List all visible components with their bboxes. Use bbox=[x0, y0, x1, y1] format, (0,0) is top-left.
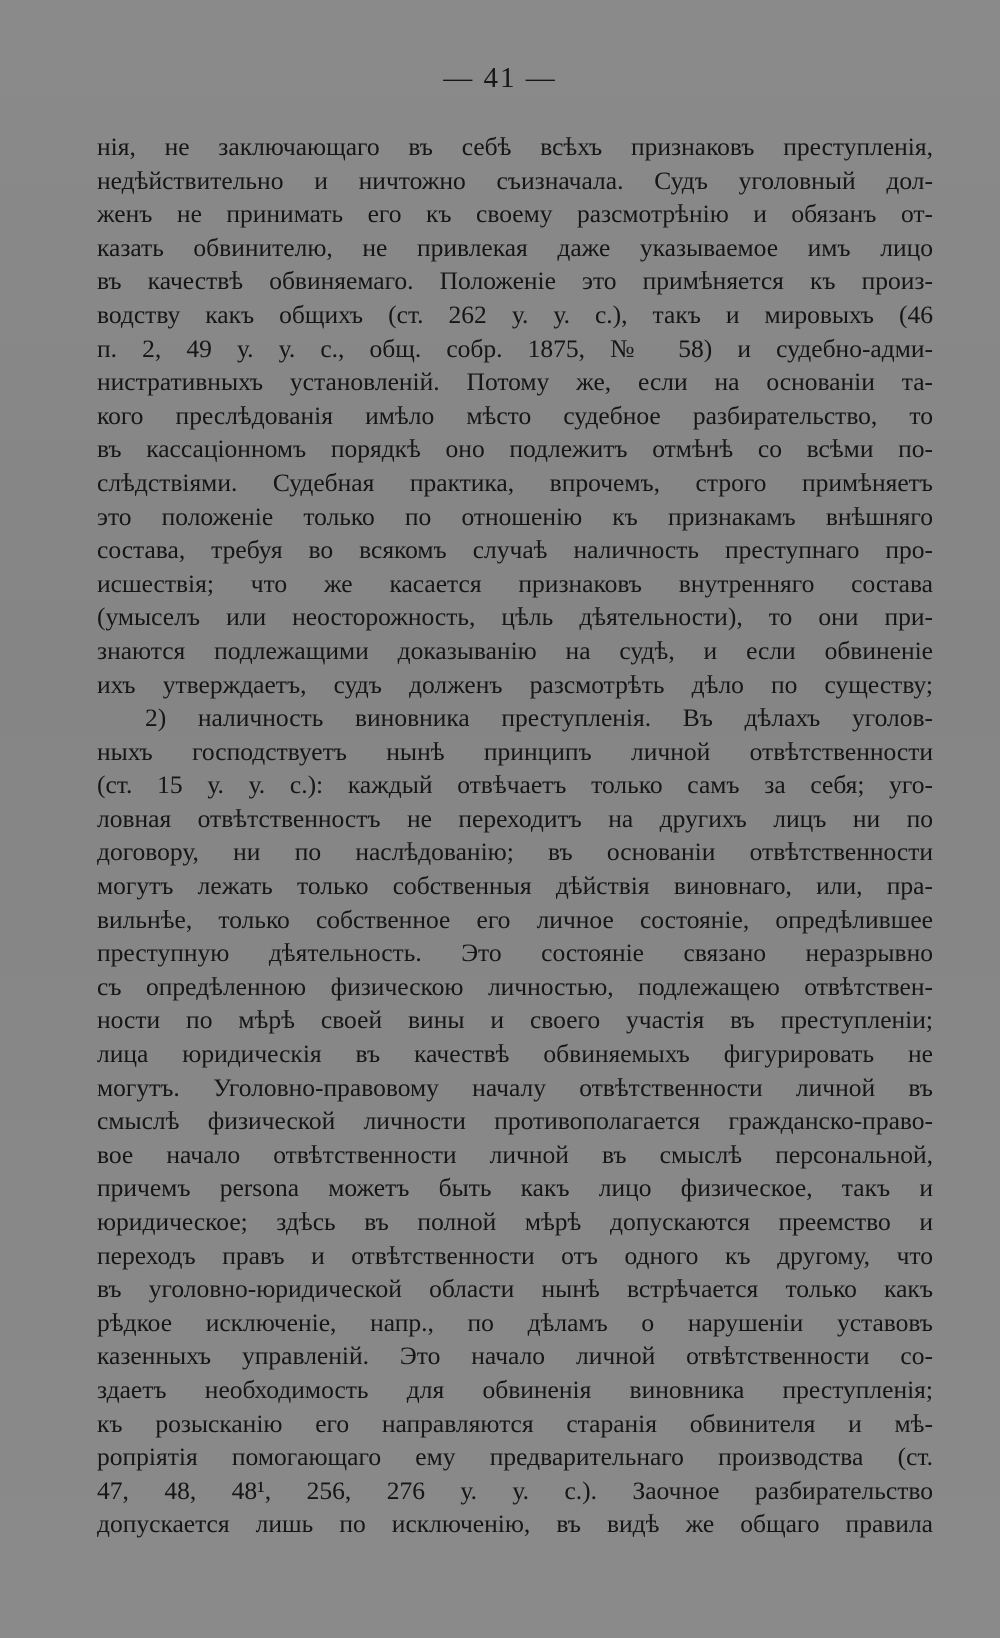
text-line: рѣдкое исключеніе, напр., по дѣламъ о нарушеніи уставовъ bbox=[97, 1307, 933, 1337]
text-line: къ розысканію его направляются старанія обвинителя и мѣ- bbox=[97, 1408, 933, 1438]
text-line: смыслѣ физической личности противополагается гражданско-право- bbox=[97, 1106, 933, 1136]
text-line: (умыселъ или неосторожность, цѣль дѣятельности), то они при- bbox=[97, 602, 933, 632]
text-line: знаются подлежащими доказыванію на судѣ, и если обвиненіе bbox=[97, 635, 933, 665]
text-line: 47, 48, 48¹, 256, 276 у. у. с.). Заочное разбирательство bbox=[97, 1475, 933, 1505]
text-line: ропріятія помогающаго ему предварительнаго производства (ст. bbox=[97, 1442, 933, 1472]
text-line: съ опредѣленною физическою личностью, подлежащею отвѣтствен- bbox=[97, 971, 933, 1001]
text-line: договору, ни по наслѣдованію; въ основаніи отвѣтственности bbox=[97, 837, 933, 867]
text-line: вое начало отвѣтственности личной въ смыслѣ персональной, bbox=[97, 1139, 933, 1169]
text-line: кого преслѣдованія имѣло мѣсто судебное разбирательство, то bbox=[97, 400, 933, 430]
text-line: женъ не принимать его къ своему разсмотрѣнію и обязанъ от- bbox=[97, 199, 933, 229]
text-line: могутъ лежать только собственныя дѣйствія виновнаго, или, пра- bbox=[97, 871, 933, 901]
text-line: преступную дѣятельность. Это состояніе связано неразрывно bbox=[97, 938, 933, 968]
text-line: нія, не заключающаго въ себѣ всѣхъ признаковъ преступленія, bbox=[97, 132, 933, 161]
text-line: юридическое; здѣсь въ полной мѣрѣ допускаются преемство и bbox=[97, 1207, 933, 1236]
text-line: недѣйствительно и ничтожно съизначала. Судъ уголовный дол- bbox=[97, 165, 933, 195]
text-line: (ст. 15 у. у. с.): каждый отвѣчаетъ только самъ за себя; уго- bbox=[97, 770, 933, 800]
body-text bbox=[97, 130, 933, 1541]
text-line: казенныхъ управленій. Это начало личной отвѣтственности со- bbox=[97, 1341, 933, 1371]
text-line: допускается лишь по исключенію, въ видѣ же общаго правила bbox=[97, 1509, 933, 1539]
text-line: въ уголовно-юридической области нынѣ встрѣчается только какъ bbox=[97, 1274, 933, 1304]
text-line: слѣдствіями. Судебная практика, впрочемъ, строго примѣняетъ bbox=[97, 467, 933, 497]
text-line: въ кассаціонномъ порядкѣ оно подлежитъ отмѣнѣ со всѣми по- bbox=[97, 434, 933, 464]
text-line: нистративныхъ установленій. Потому же, если на основаніи та- bbox=[97, 367, 933, 397]
text-line: въ качествѣ обвиняемаго. Положеніе это примѣняется къ произ- bbox=[97, 266, 933, 296]
text-line: ныхъ господствуетъ нынѣ принципъ личной отвѣтственности bbox=[97, 736, 933, 766]
text-line: могутъ. Уголовно-правовому началу отвѣтственности личной въ bbox=[97, 1072, 933, 1102]
text-line: это положеніе только по отношенію къ признакамъ внѣшняго bbox=[97, 501, 933, 531]
text-line: казать обвинителю, не привлекая даже указываемое имъ лицо bbox=[97, 232, 933, 262]
text-line: 2) наличность виновника преступленія. Въ дѣлахъ уголов- bbox=[145, 703, 933, 733]
text-line: п. 2, 49 у. у. с., общ. собр. 1875, № 58) и судебно-адми- bbox=[97, 333, 933, 363]
text-line: исшествія; что же касается признаковъ внутренняго состава bbox=[97, 568, 933, 598]
text-line: переходъ правъ и отвѣтственности отъ одного къ другому, что bbox=[97, 1240, 933, 1270]
page-number: — 41 — bbox=[443, 62, 557, 94]
text-line: причемъ persona можетъ быть какъ лицо физическое, такъ и bbox=[97, 1173, 933, 1203]
text-line: вильнѣе, только собственное его личное состояніе, опредѣлившее bbox=[97, 904, 933, 934]
text-line: здаетъ необходимость для обвиненія виновника преступленія; bbox=[97, 1374, 933, 1404]
text-line: ности по мѣрѣ своей вины и своего участія въ преступленіи; bbox=[97, 1005, 933, 1035]
text-line: лица юридическія въ качествѣ обвиняемыхъ фигурировать не bbox=[97, 1039, 933, 1069]
text-line: состава, требуя во всякомъ случаѣ наличность преступнаго про- bbox=[97, 535, 933, 565]
text-line: водству какъ общихъ (ст. 262 у. у. с.), такъ и мировыхъ (46 bbox=[97, 299, 933, 329]
text-line: ихъ утверждаетъ, судъ долженъ разсмотрѣть дѣло по существу; bbox=[97, 669, 933, 699]
text-line: ловная отвѣтственностъ не переходитъ на другихъ лицъ ни по bbox=[97, 803, 933, 833]
